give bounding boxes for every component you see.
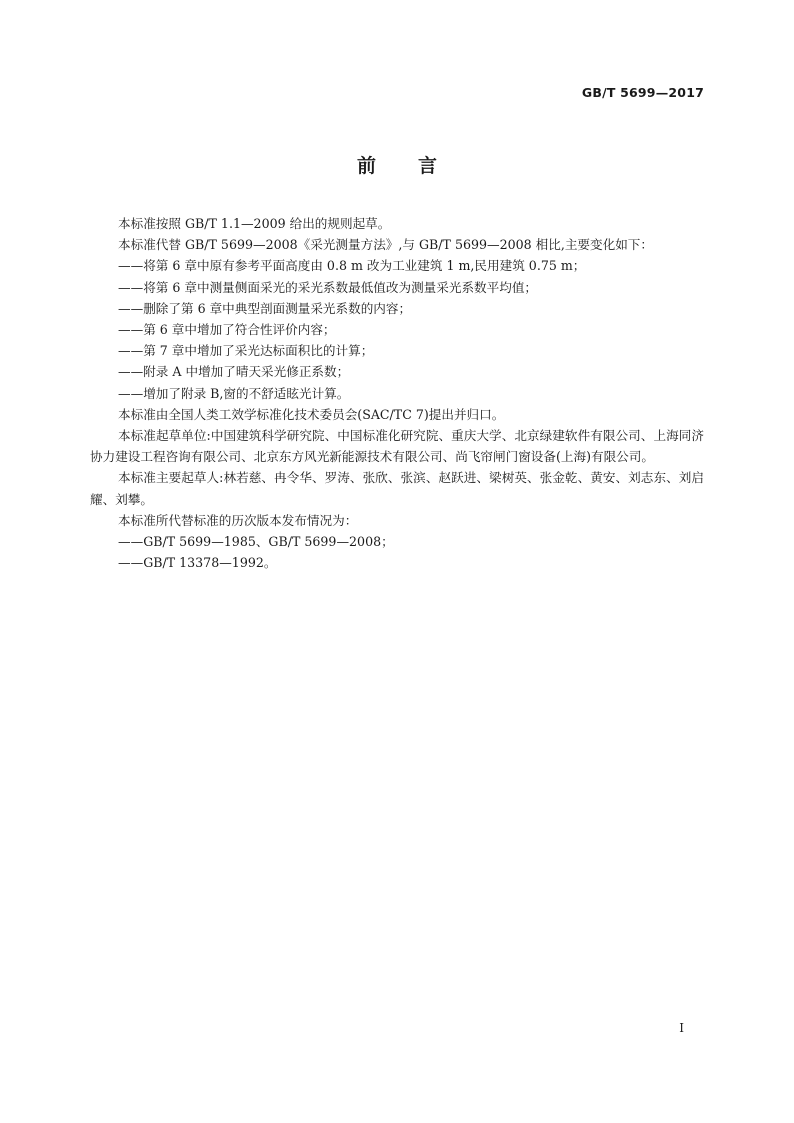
page-title bbox=[0, 151, 794, 178]
paragraph-drafting-rules: 本标准按照 GB/T 1.1—2009 给出的规则起草。 bbox=[118, 216, 391, 231]
change-item-3: ——删除了第 6 章中典型剖面测量采光系数的内容； bbox=[118, 300, 412, 316]
title-char-2: 言 bbox=[418, 155, 438, 177]
title-char-1: 前 bbox=[356, 155, 376, 177]
change-item-1: ——将第 6 章中原有参考平面高度由 0.8 m 改为工业建筑 1 m,民用建筑 0.75 m； bbox=[118, 258, 586, 274]
foreword-body bbox=[90, 213, 704, 573]
change-item-4: ——第 6 章中增加了符合性评价内容； bbox=[118, 322, 336, 338]
change-item-7: ——增加了附录 B,窗的不舒适眩光计算。 bbox=[118, 385, 350, 401]
change-item-6: ——附录 A 中增加了晴天采光修正系数； bbox=[118, 364, 350, 380]
paragraph-proposer: 本标准由全国人类工效学标准化技术委员会(SAC/TC 7)提出并归口。 bbox=[118, 406, 505, 422]
paragraph-drafting-units: 本标准起草单位:中国建筑科学研究院、中国标准化研究院、重庆大学、北京绿建软件有限公司、上海同济协力建设工程咨询有限公司、北京东方风光新能源技术有限公司、尚飞帘闸门窗设备(上海)有限公司。 bbox=[90, 428, 704, 465]
page-number: I bbox=[679, 1021, 684, 1035]
change-item-5: ——第 7 章中增加了采光达标面积比的计算； bbox=[118, 343, 374, 359]
change-item-2: ——将第 6 章中测量侧面采光的采光系数最低值改为测量采光系数平均值； bbox=[118, 279, 538, 295]
paragraph-drafters: 本标准主要起草人:林若慈、冉令华、罗涛、张欣、张滨、赵跃进、梁树英、张金乾、黄安、刘志东、刘启耀、刘攀。 bbox=[90, 470, 704, 507]
standard-number: GB/T 5699—2017 bbox=[581, 85, 704, 100]
paragraph-history-intro: 本标准所代替标准的历次版本发布情况为： bbox=[118, 512, 358, 528]
paragraph-replacement: 本标准代替 GB/T 5699—2008《采光测量方法》,与 GB/T 5699—2008 相比,主要变化如下： bbox=[118, 237, 653, 253]
history-item-1: ——GB/T 5699—1985、GB/T 5699—2008； bbox=[118, 534, 394, 550]
history-item-2: ——GB/T 13378—1992。 bbox=[118, 555, 277, 571]
